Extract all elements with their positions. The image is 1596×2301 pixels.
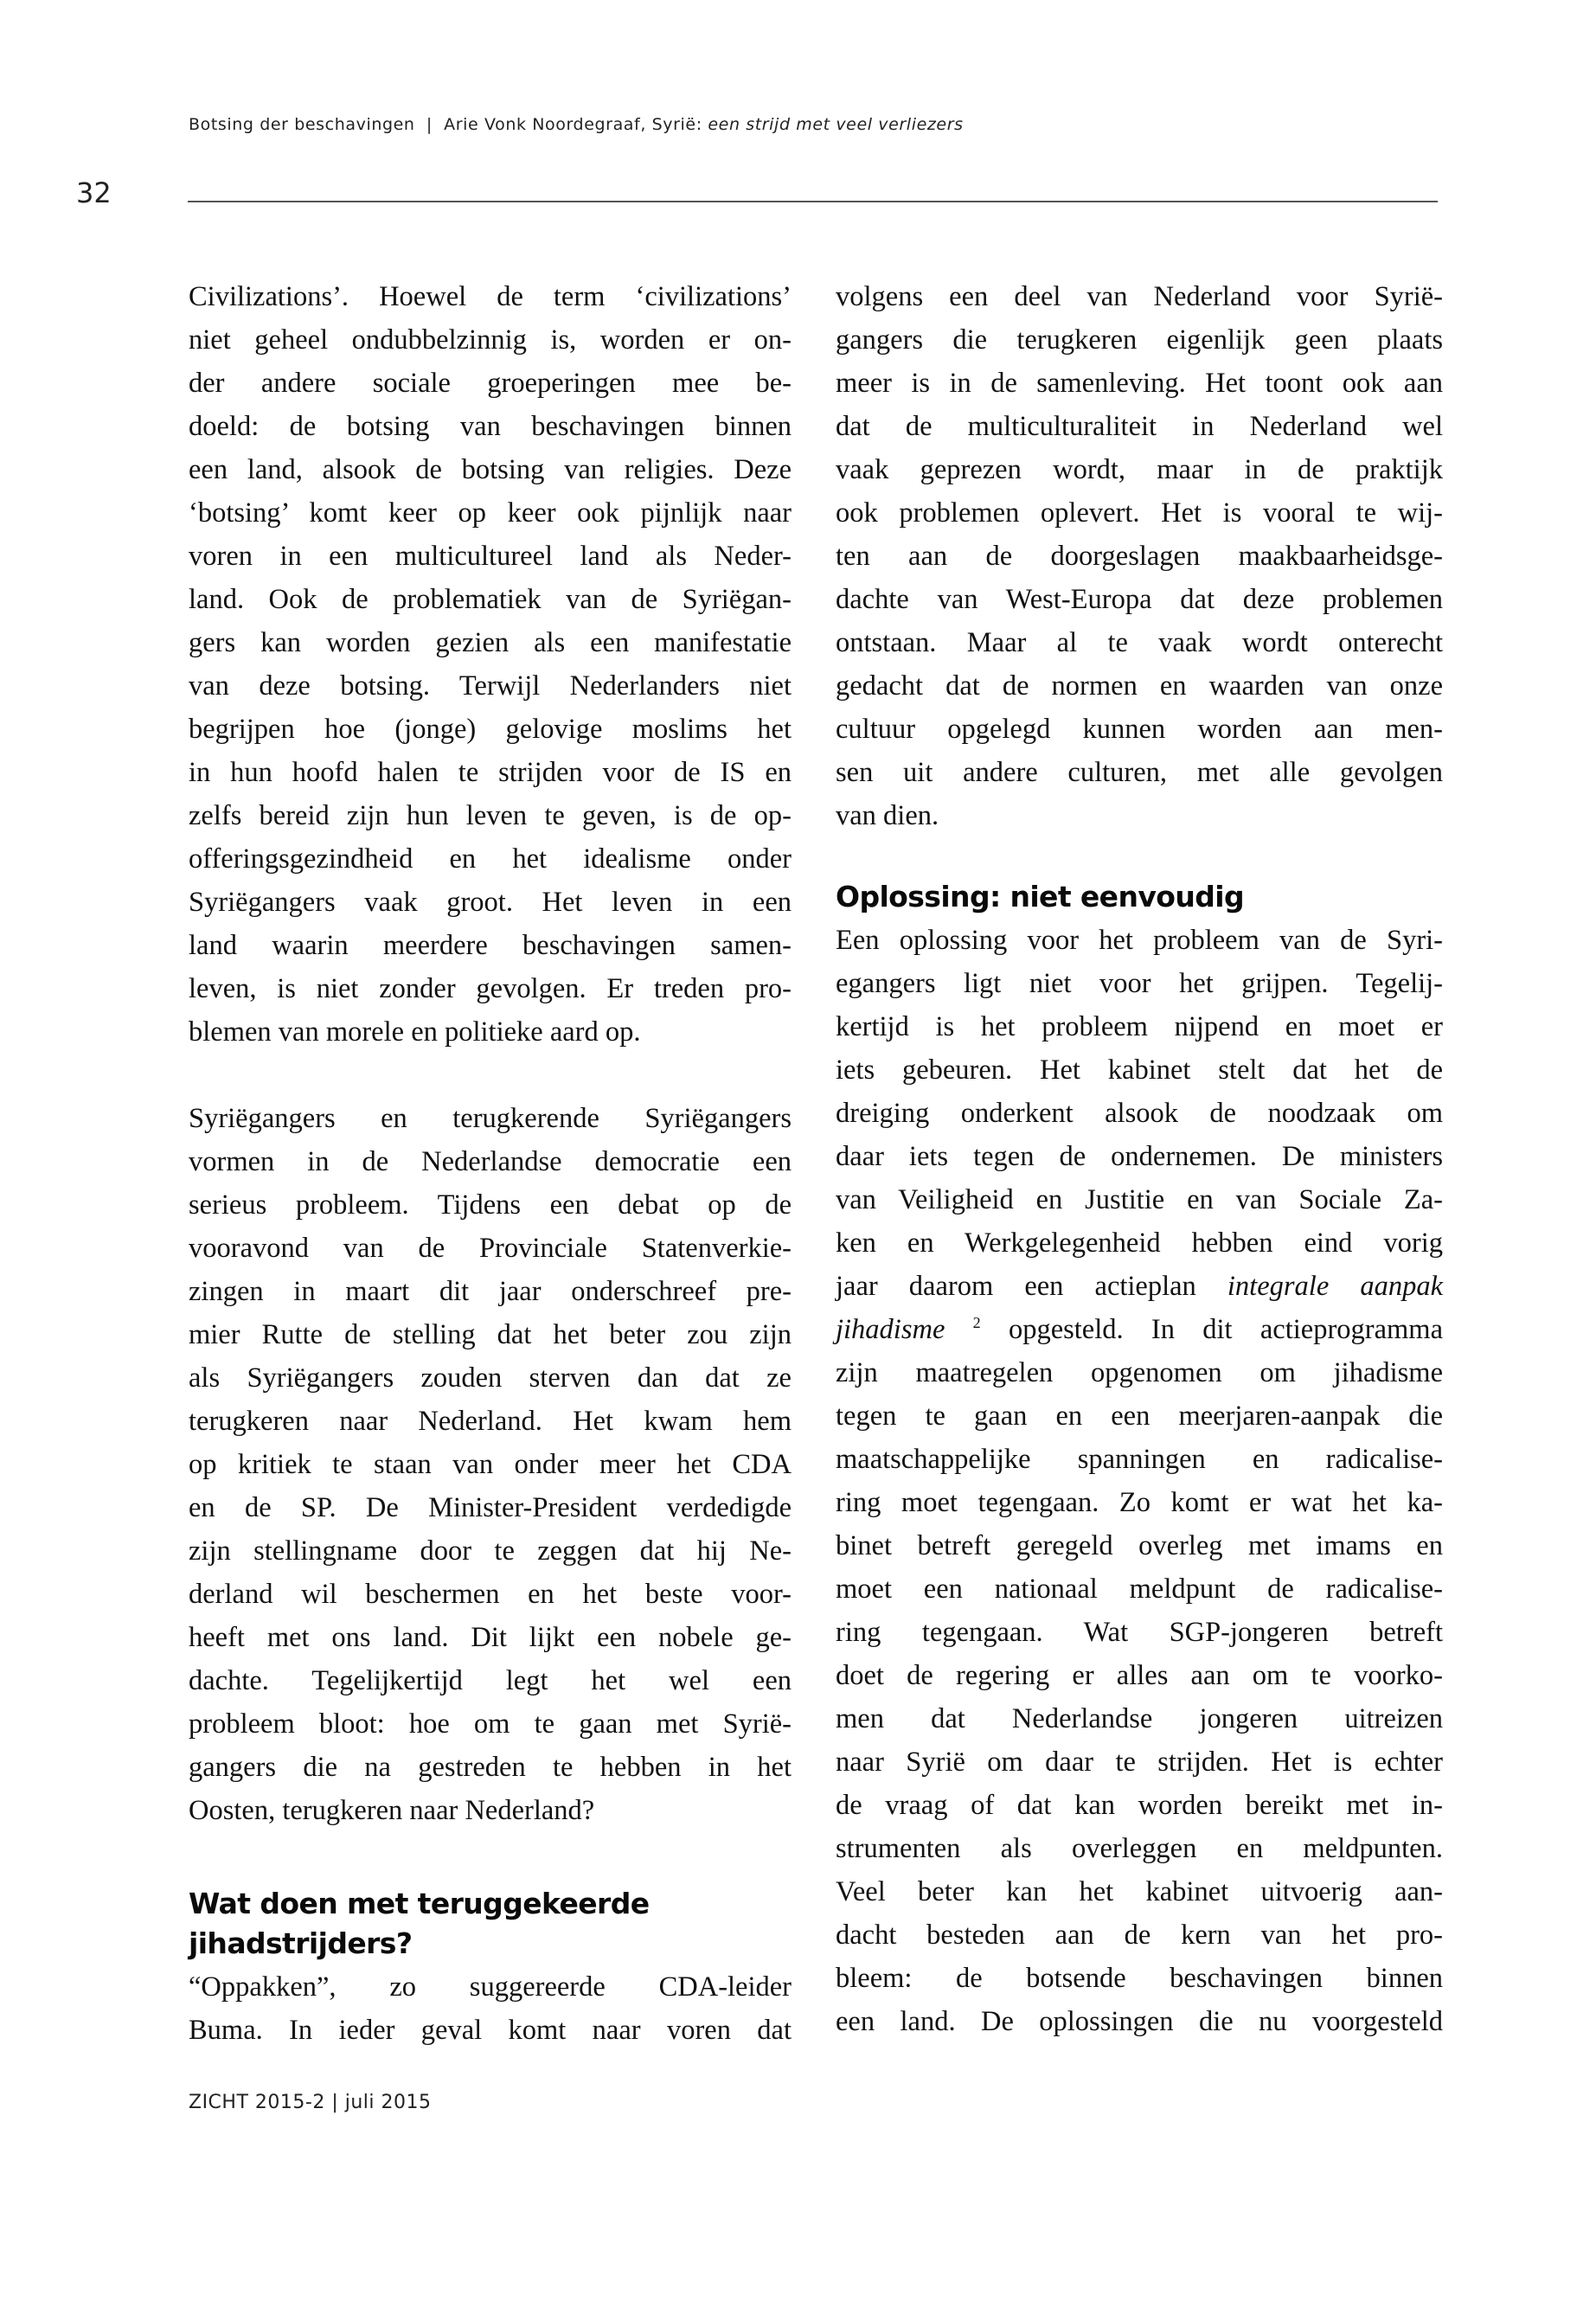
text-line: zijn stellingname door te zeggen dat hij Ne- [189,1535,792,1567]
text-fragment: jaar daarom een actieplan [836,1271,1196,1302]
text-line: ring moet tegengaan. Zo komt er wat het ka- [836,1487,1443,1518]
text-line: derland wil beschermen en het beste voor- [189,1579,792,1610]
paragraph [189,1097,792,1832]
running-head-author: Arie Vonk Noordegraaf, [444,115,646,134]
text-line: dachte van West-Europa dat deze problemen [836,584,1443,615]
running-head-section: Botsing der beschavingen [189,115,415,134]
footnote-reference[interactable]: 2 [972,1314,981,1331]
italic-title: integrale aanpak [1227,1271,1444,1302]
text-line [836,1265,1443,1308]
text-line: volgens een deel van Nederland voor Syrië- [836,281,1443,312]
text-line: kertijd is het probleem nijpend en moet er [836,1011,1443,1042]
text-line: tegen te gaan en een meerjaren-aanpak die [836,1400,1443,1432]
text-line: cultuur opgelegd kunnen worden aan men- [836,714,1443,745]
paragraph-gap [836,837,1443,877]
text-line: ook problemen oplevert. Het is vooral te wij- [836,497,1443,529]
page-footer: ZICHT 2015-2 | juli 2015 [189,2092,432,2113]
text-line: moet een nationaal meldpunt de radicalise- [836,1574,1443,1605]
text-line: egangers ligt niet voor het grijpen. Tegelij- [836,968,1443,999]
text-line: land waarin meerdere beschavingen samen- [189,930,792,961]
text-line: offeringsgezindheid en het idealisme onder [189,843,792,875]
text-line: van dien. [836,800,939,831]
section-heading-line: Wat doen met teruggekeerde [189,1887,650,1920]
text-line: heeft met ons land. Dit lijkt een nobele ge- [189,1622,792,1653]
right-column [836,275,1443,2043]
text-line: als Syriëgangers zouden sterven dan dat ze [189,1362,792,1394]
text-line: voren in een multicultureel land als Neder- [189,541,792,572]
text-line: ring tegengaan. Wat SGP-jongeren betreft [836,1617,1443,1648]
section-heading-line: jihadstrijders? [189,1926,413,1960]
text-line: zingen in maart dit jaar onderschreef pre- [189,1276,792,1307]
text-line: Civilizations’. Hoewel de term ‘civilizations’ [189,281,792,312]
running-head-title-roman: Syrië: [651,115,702,134]
text-line: in hun hoofd halen te strijden voor de IS en [189,757,792,788]
paragraph [189,275,792,1054]
text-line: dacht besteden aan de kern van het pro- [836,1920,1443,1951]
text-line: begrijpen hoe (jonge) gelovige moslims het [189,714,792,745]
text-line: en de SP. De Minister-President verdedigde [189,1492,792,1523]
paragraph-gap [189,1054,792,1097]
text-line: doeld: de botsing van beschavingen binnen [189,411,792,442]
text-line: serieus probleem. Tijdens een debat op de [189,1189,792,1221]
text-line: zijn maatregelen opgenomen om jihadisme [836,1357,1443,1388]
text-line: zelfs bereid zijn hun leven te geven, is de op- [189,800,792,831]
text-line: Veel beter kan het kabinet uitvoerig aan- [836,1876,1443,1907]
text-line: mier Rutte de stelling dat het beter zou zijn [189,1319,792,1350]
header-rule [188,201,1438,202]
text-line: Syriëgangers vaak groot. Het leven in een [189,887,792,918]
text-line: dachte. Tegelijkertijd legt het wel een [189,1665,792,1696]
text-line: van deze botsing. Terwijl Nederlanders niet [189,670,792,702]
text-line: een land. De oplossingen die nu voorgesteld [836,2006,1443,2037]
text-line: niet geheel ondubbelzinnig is, worden er on- [189,324,792,356]
text-line: binet betreft geregeld overleg met imams en [836,1530,1443,1561]
text-line: men dat Nederlandse jongeren uitreizen [836,1703,1443,1734]
text-line: ‘botsing’ komt keer op keer ook pijnlijk naar [189,497,792,529]
paragraph [189,1965,792,2052]
text-line: ken en Werkgelegenheid hebben eind vorig [836,1227,1443,1259]
running-head-separator: | [426,115,433,134]
text-line: doet de regering er alles aan om te voorko- [836,1660,1443,1691]
text-line: Een oplossing voor het probleem van de Syri- [836,925,1443,956]
text-line: sen uit andere culturen, met alle gevolgen [836,757,1443,788]
text-line: naar Syrië om daar te strijden. Het is echter [836,1747,1443,1778]
text-line: maatschappelijke spanningen en radicalise- [836,1444,1443,1475]
text-line: meer is in de samenleving. Het toont ook aan [836,368,1443,399]
italic-title: jihadisme [836,1314,945,1345]
running-head-title [652,115,964,134]
text-line: gangers die terugkeren eigenlijk geen plaats [836,324,1443,356]
text-line: probleem bloot: hoe om te gaan met Syrië- [189,1708,792,1740]
left-column [189,275,792,2052]
text-line: der andere sociale groeperingen mee be- [189,368,792,399]
text-line: van Veiligheid en Justitie en van Sociale Za- [836,1184,1443,1215]
text-line: de vraag of dat kan worden bereikt met in- [836,1790,1443,1821]
paragraph [836,919,1443,1308]
text-line [836,1308,1443,1351]
text-line: iets gebeuren. Het kabinet stelt dat het de [836,1054,1443,1086]
text-line: vaak geprezen wordt, maar in de praktijk [836,454,1443,485]
text-line: vooravond van de Provinciale Statenverkie- [189,1233,792,1264]
running-head [189,115,964,134]
text-line: Oosten, terugkeren naar Nederland? [189,1795,595,1826]
running-head-title-italic: een strijd met veel verliezers [708,115,964,134]
text-line: gangers die na gestreden te hebben in het [189,1752,792,1783]
text-fragment: opgesteld. In dit actieprogramma [1008,1314,1443,1345]
text-line: bleem: de botsende beschavingen binnen [836,1963,1443,1994]
text-line: een land, alsook de botsing van religies. Deze [189,454,792,485]
text-line: gedacht dat de normen en waarden van onze [836,670,1443,702]
text-line: Syriëgangers en terugkerende Syriëgangers [189,1103,792,1134]
text-line: ontstaan. Maar al te vaak wordt onterecht [836,627,1443,658]
section-heading [189,1884,792,1964]
text-line: land. Ook de problematiek van de Syriëgan- [189,584,792,615]
page-number: 32 [76,176,112,209]
text-line: ten aan de doorgeslagen maakbaarheidsge- [836,541,1443,572]
paragraph [836,275,1443,837]
paragraph-gap [189,1832,792,1884]
paragraph [836,1351,1443,2043]
text-line: daar iets tegen de ondernemen. De ministers [836,1141,1443,1172]
text-line: dat de multiculturaliteit in Nederland wel [836,411,1443,442]
text-line: leven, is niet zonder gevolgen. Er treden pro- [189,973,792,1004]
text-line: Buma. In ieder geval komt naar voren dat [189,2015,792,2046]
text-line: terugkeren naar Nederland. Het kwam hem [189,1406,792,1437]
text-line: op kritiek te staan van onder meer het CDA [189,1449,792,1480]
text-line: vormen in de Nederlandse democratie een [189,1146,792,1177]
text-line: blemen van morele en politieke aard op. [189,1016,641,1048]
text-line: dreiging onderkent alsook de noodzaak om [836,1098,1443,1129]
text-line: strumenten als overleggen en meldpunten. [836,1833,1443,1864]
section-heading: Oplossing: niet eenvoudig [836,880,1244,913]
text-line: gers kan worden gezien als een manifestatie [189,627,792,658]
text-line: “Oppakken”, zo suggereerde CDA-leider [189,1971,792,2003]
